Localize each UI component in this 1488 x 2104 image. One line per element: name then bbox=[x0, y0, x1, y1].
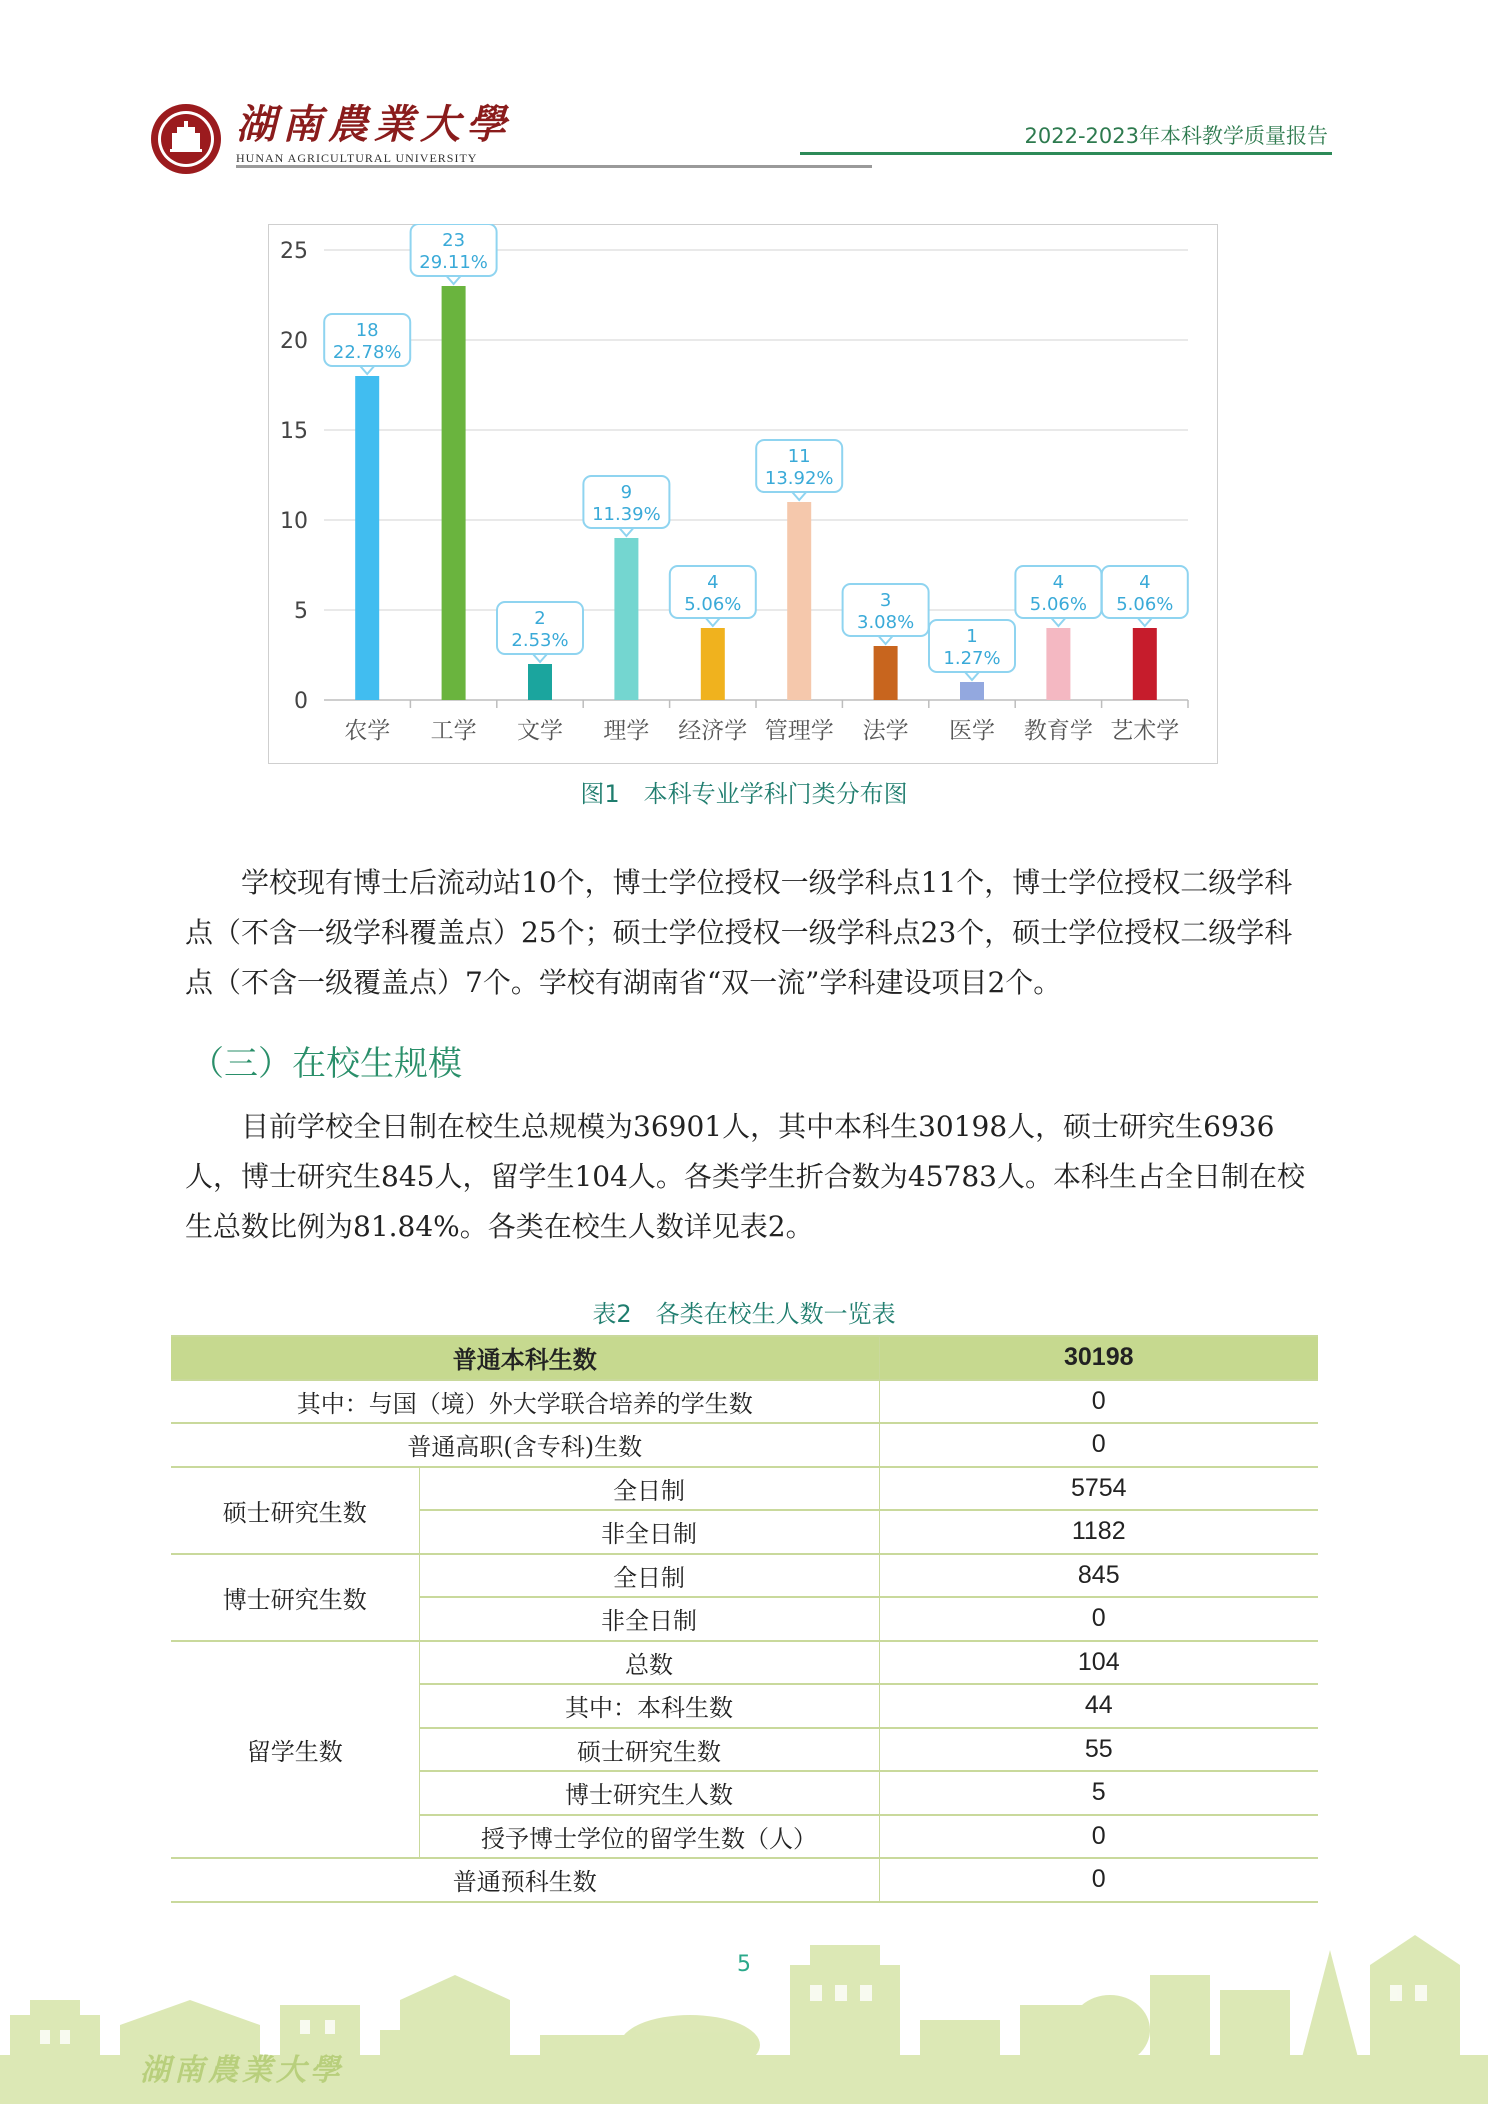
table-cell-label: 其中：本科生数 bbox=[419, 1684, 879, 1728]
data-label-value: 1 bbox=[966, 626, 978, 647]
table-cell-value: 845 bbox=[879, 1554, 1318, 1598]
y-tick-label: 25 bbox=[280, 239, 308, 264]
x-tick-label: 管理学 bbox=[764, 718, 834, 744]
table-cell-label: 博士研究生人数 bbox=[419, 1771, 879, 1815]
table-cell-value: 0 bbox=[879, 1597, 1318, 1641]
table-cell-label: 总数 bbox=[419, 1641, 879, 1685]
header-divider-gray bbox=[236, 165, 872, 168]
bar-5 bbox=[701, 628, 725, 700]
table-cell-label: 授予博士学位的留学生数（人） bbox=[419, 1815, 879, 1859]
chart-caption: 图1 本科专业学科门类分布图 bbox=[580, 780, 908, 808]
table-row bbox=[171, 1858, 1318, 1902]
bar-7 bbox=[874, 646, 898, 700]
data-label-pointer bbox=[879, 636, 893, 644]
data-label-percent: 5.06% bbox=[1116, 594, 1174, 615]
y-tick-label: 15 bbox=[280, 419, 308, 444]
data-label-value: 3 bbox=[879, 590, 892, 611]
data-label-pointer bbox=[706, 618, 720, 626]
report-title: 2022-2023年本科教学质量报告 bbox=[1024, 124, 1328, 148]
table-cell-group: 博士研究生数 bbox=[171, 1554, 419, 1641]
table-row bbox=[171, 1423, 1318, 1467]
y-tick-label: 20 bbox=[280, 329, 308, 354]
university-seal-icon bbox=[150, 103, 222, 175]
bar-8 bbox=[960, 682, 984, 700]
table-cell-value: 0 bbox=[879, 1423, 1318, 1467]
data-label-percent: 2.53% bbox=[511, 630, 569, 651]
table-cell-group: 留学生数 bbox=[171, 1641, 419, 1859]
table-cell-value: 55 bbox=[879, 1728, 1318, 1772]
paragraph-degree-programs bbox=[185, 858, 1305, 1008]
table-cell-value: 5754 bbox=[879, 1467, 1318, 1511]
x-tick-label: 艺术学 bbox=[1110, 718, 1180, 744]
bar-4 bbox=[614, 538, 638, 700]
table-cell-group: 硕士研究生数 bbox=[171, 1467, 419, 1554]
table-cell-value: 44 bbox=[879, 1684, 1318, 1728]
table-cell-label: 普通高职(含专科)生数 bbox=[171, 1423, 879, 1467]
table-row bbox=[171, 1380, 1318, 1424]
table-cell-label: 其中：与国（境）外大学联合培养的学生数 bbox=[171, 1380, 879, 1424]
campus-skyline-illustration bbox=[0, 1905, 1488, 2104]
table-row bbox=[171, 1554, 1318, 1598]
data-label-percent: 5.06% bbox=[684, 594, 742, 615]
x-tick-label: 经济学 bbox=[678, 718, 748, 744]
table-cell-label: 非全日制 bbox=[419, 1597, 879, 1641]
table-caption: 表2 各类在校生人数一览表 bbox=[592, 1300, 896, 1328]
table-cell-label: 全日制 bbox=[419, 1554, 879, 1598]
data-label-pointer bbox=[965, 672, 979, 680]
table-row bbox=[171, 1336, 1318, 1380]
table-cell-label: 非全日制 bbox=[419, 1510, 879, 1554]
y-tick-label: 5 bbox=[294, 599, 308, 624]
table-cell-label: 硕士研究生数 bbox=[419, 1728, 879, 1772]
x-tick-label: 农学 bbox=[344, 718, 391, 744]
paragraph-degree-programs-text: 学校现有博士后流动站10个，博士学位授权一级学科点11个，博士学位授权二级学科点（不含一级学科覆盖点）25个；硕士学位授权一级学科点23个，硕士学位授权二级学科点（不含一级覆盖点）7个。学校有湖南省“双一流”学科建设项目2个。 bbox=[185, 866, 1293, 999]
y-tick-label: 10 bbox=[280, 509, 308, 534]
data-label-percent: 3.08% bbox=[857, 612, 915, 633]
bar-9 bbox=[1046, 628, 1070, 700]
data-label-pointer bbox=[533, 654, 547, 662]
data-label-value: 23 bbox=[442, 230, 466, 251]
data-label-value: 18 bbox=[355, 320, 379, 341]
student-count-table bbox=[171, 1335, 1318, 1903]
x-tick-label: 工学 bbox=[430, 718, 477, 744]
table-cell-value: 0 bbox=[879, 1858, 1318, 1902]
data-label-pointer bbox=[1138, 618, 1152, 626]
data-label-percent: 13.92% bbox=[764, 468, 834, 489]
table-cell-label: 普通预科生数 bbox=[171, 1858, 879, 1902]
table-cell-value: 0 bbox=[879, 1380, 1318, 1424]
data-label-percent: 29.11% bbox=[419, 252, 488, 273]
table-cell-value: 0 bbox=[879, 1815, 1318, 1859]
header-divider-green bbox=[800, 152, 1332, 155]
section-heading: （三）在校生规模 bbox=[190, 1044, 462, 1084]
data-label-pointer bbox=[447, 276, 461, 284]
x-tick-label: 法学 bbox=[862, 718, 909, 744]
x-tick-label: 文学 bbox=[517, 718, 563, 744]
y-tick-label: 0 bbox=[294, 689, 308, 714]
data-label-value: 4 bbox=[707, 572, 719, 593]
table-cell-value: 104 bbox=[879, 1641, 1318, 1685]
data-label-value: 2 bbox=[534, 608, 546, 629]
data-label-pointer bbox=[792, 492, 806, 500]
data-label-value: 11 bbox=[787, 446, 811, 467]
bar-6 bbox=[787, 502, 811, 700]
data-label-percent: 1.27% bbox=[943, 648, 1001, 669]
table-row bbox=[171, 1467, 1318, 1511]
paragraph-enrollment bbox=[185, 1102, 1305, 1252]
x-tick-label: 理学 bbox=[603, 718, 650, 744]
data-label-percent: 11.39% bbox=[592, 504, 661, 525]
table-cell-value: 30198 bbox=[879, 1336, 1318, 1380]
bar-3 bbox=[528, 664, 552, 700]
logo-english-name: HUNAN AGRICULTURAL UNIVERSITY bbox=[236, 151, 478, 165]
university-logo bbox=[236, 103, 512, 166]
bar-2 bbox=[442, 286, 466, 700]
data-label-percent: 22.78% bbox=[332, 342, 402, 363]
page-number: 5 bbox=[737, 1952, 751, 1977]
table-cell-value: 1182 bbox=[879, 1510, 1318, 1554]
data-label-value: 4 bbox=[1052, 572, 1065, 593]
table-cell-label: 全日制 bbox=[419, 1467, 879, 1511]
table-row bbox=[171, 1641, 1318, 1685]
logo-chinese-name: 湖南農業大學 bbox=[236, 101, 512, 148]
paragraph-enrollment-text: 目前学校全日制在校生总规模为36901人，其中本科生30198人，硕士研究生6936人，博士研究生845人，留学生104人。各类学生折合数为45783人。本科生占全日制在校生总数比例为81.84%。各类在校生人数详见表2。 bbox=[185, 1110, 1305, 1243]
x-tick-label: 教育学 bbox=[1023, 718, 1093, 744]
table-cell-value: 5 bbox=[879, 1771, 1318, 1815]
footer-signature: 湖南農業大學 bbox=[140, 2053, 344, 2088]
data-label-value: 9 bbox=[620, 482, 633, 503]
bar-10 bbox=[1133, 628, 1157, 700]
table-cell-label: 普通本科生数 bbox=[171, 1336, 879, 1380]
data-label-pointer bbox=[360, 366, 374, 374]
bar-1 bbox=[355, 376, 379, 700]
data-label-value: 4 bbox=[1139, 572, 1151, 593]
data-label-pointer bbox=[1051, 618, 1065, 626]
data-label-pointer bbox=[619, 528, 633, 536]
data-label-percent: 5.06% bbox=[1029, 594, 1087, 615]
x-tick-label: 医学 bbox=[949, 718, 995, 744]
discipline-bar-chart bbox=[268, 224, 1218, 764]
